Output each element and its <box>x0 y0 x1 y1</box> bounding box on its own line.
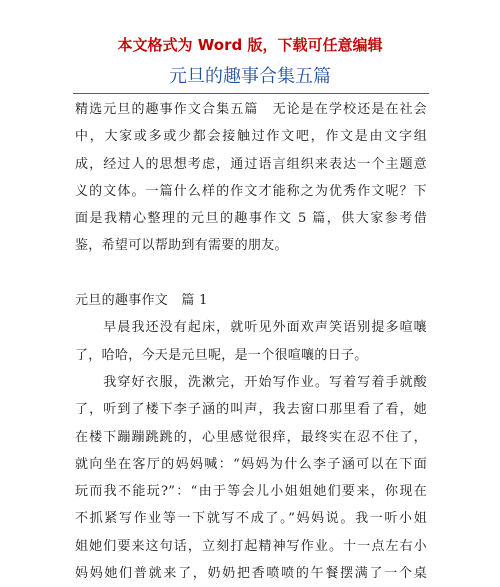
body-line: 早晨我还没有起床，就听见外面欢声笑语别提多喧嚷 <box>75 320 427 336</box>
body-line: 面是我精心整理的元旦的趣事作文 5 篇，供大家参考借 <box>75 211 427 227</box>
section-heading: 元旦的趣事作文 篇 1 <box>75 293 208 309</box>
title-underline-divider <box>73 93 429 94</box>
body-line: 了，听到了楼下李子涵的叫声，我去窗口那里看了看，她 <box>75 402 427 418</box>
body-line: 玩而我不能玩?”：“由于等会儿小姐姐她们要来，你现在 <box>75 484 427 500</box>
blank-line <box>75 260 427 287</box>
body-line: 了，哈哈，今天是元旦呢，是一个很喧嚷的日子。 <box>75 347 368 363</box>
body-line: 妈妈她们普就来了，奶奶把香喷喷的午餐摆满了一个桌 <box>75 566 427 582</box>
body-line: 不抓紧写作业等一下就写不成了。”妈妈说。我一听小姐 <box>75 511 427 527</box>
editable-format-banner: 本文格式为 Word 版，下载可任意编辑 <box>117 36 383 54</box>
document-body <box>75 96 427 587</box>
body-line: 姐她们要来这句话，立刻打起精神写作业。十一点左右小 <box>75 538 427 554</box>
body-line: 义的文体。一篇什么样的作文才能称之为优秀作文呢？下 <box>75 183 427 199</box>
body-line: 在楼下蹦蹦跳跳的，心里感觉很痒，最终实在忍不住了， <box>75 429 427 445</box>
document-title: 元旦的趣事合集五篇 <box>169 66 331 87</box>
body-line: 成，经过人的思想考虑，通过语言组织来表达一个主题意 <box>75 156 427 172</box>
body-line: 鉴，希望可以帮助到有需要的朋友。 <box>75 238 288 254</box>
body-line: 就向坐在客厅的妈妈喊：“妈妈为什么李子涵可以在下面 <box>75 456 427 472</box>
body-line: 我穿好衣服，洗漱完，开始写作业。写着写着手就酸 <box>75 374 427 390</box>
body-line: 精选元旦的趣事作文合集五篇 无论是在学校还是在社会 <box>75 102 427 117</box>
body-line: 中，大家或多或少都会接触过作文吧，作文是由文字组 <box>75 129 427 145</box>
